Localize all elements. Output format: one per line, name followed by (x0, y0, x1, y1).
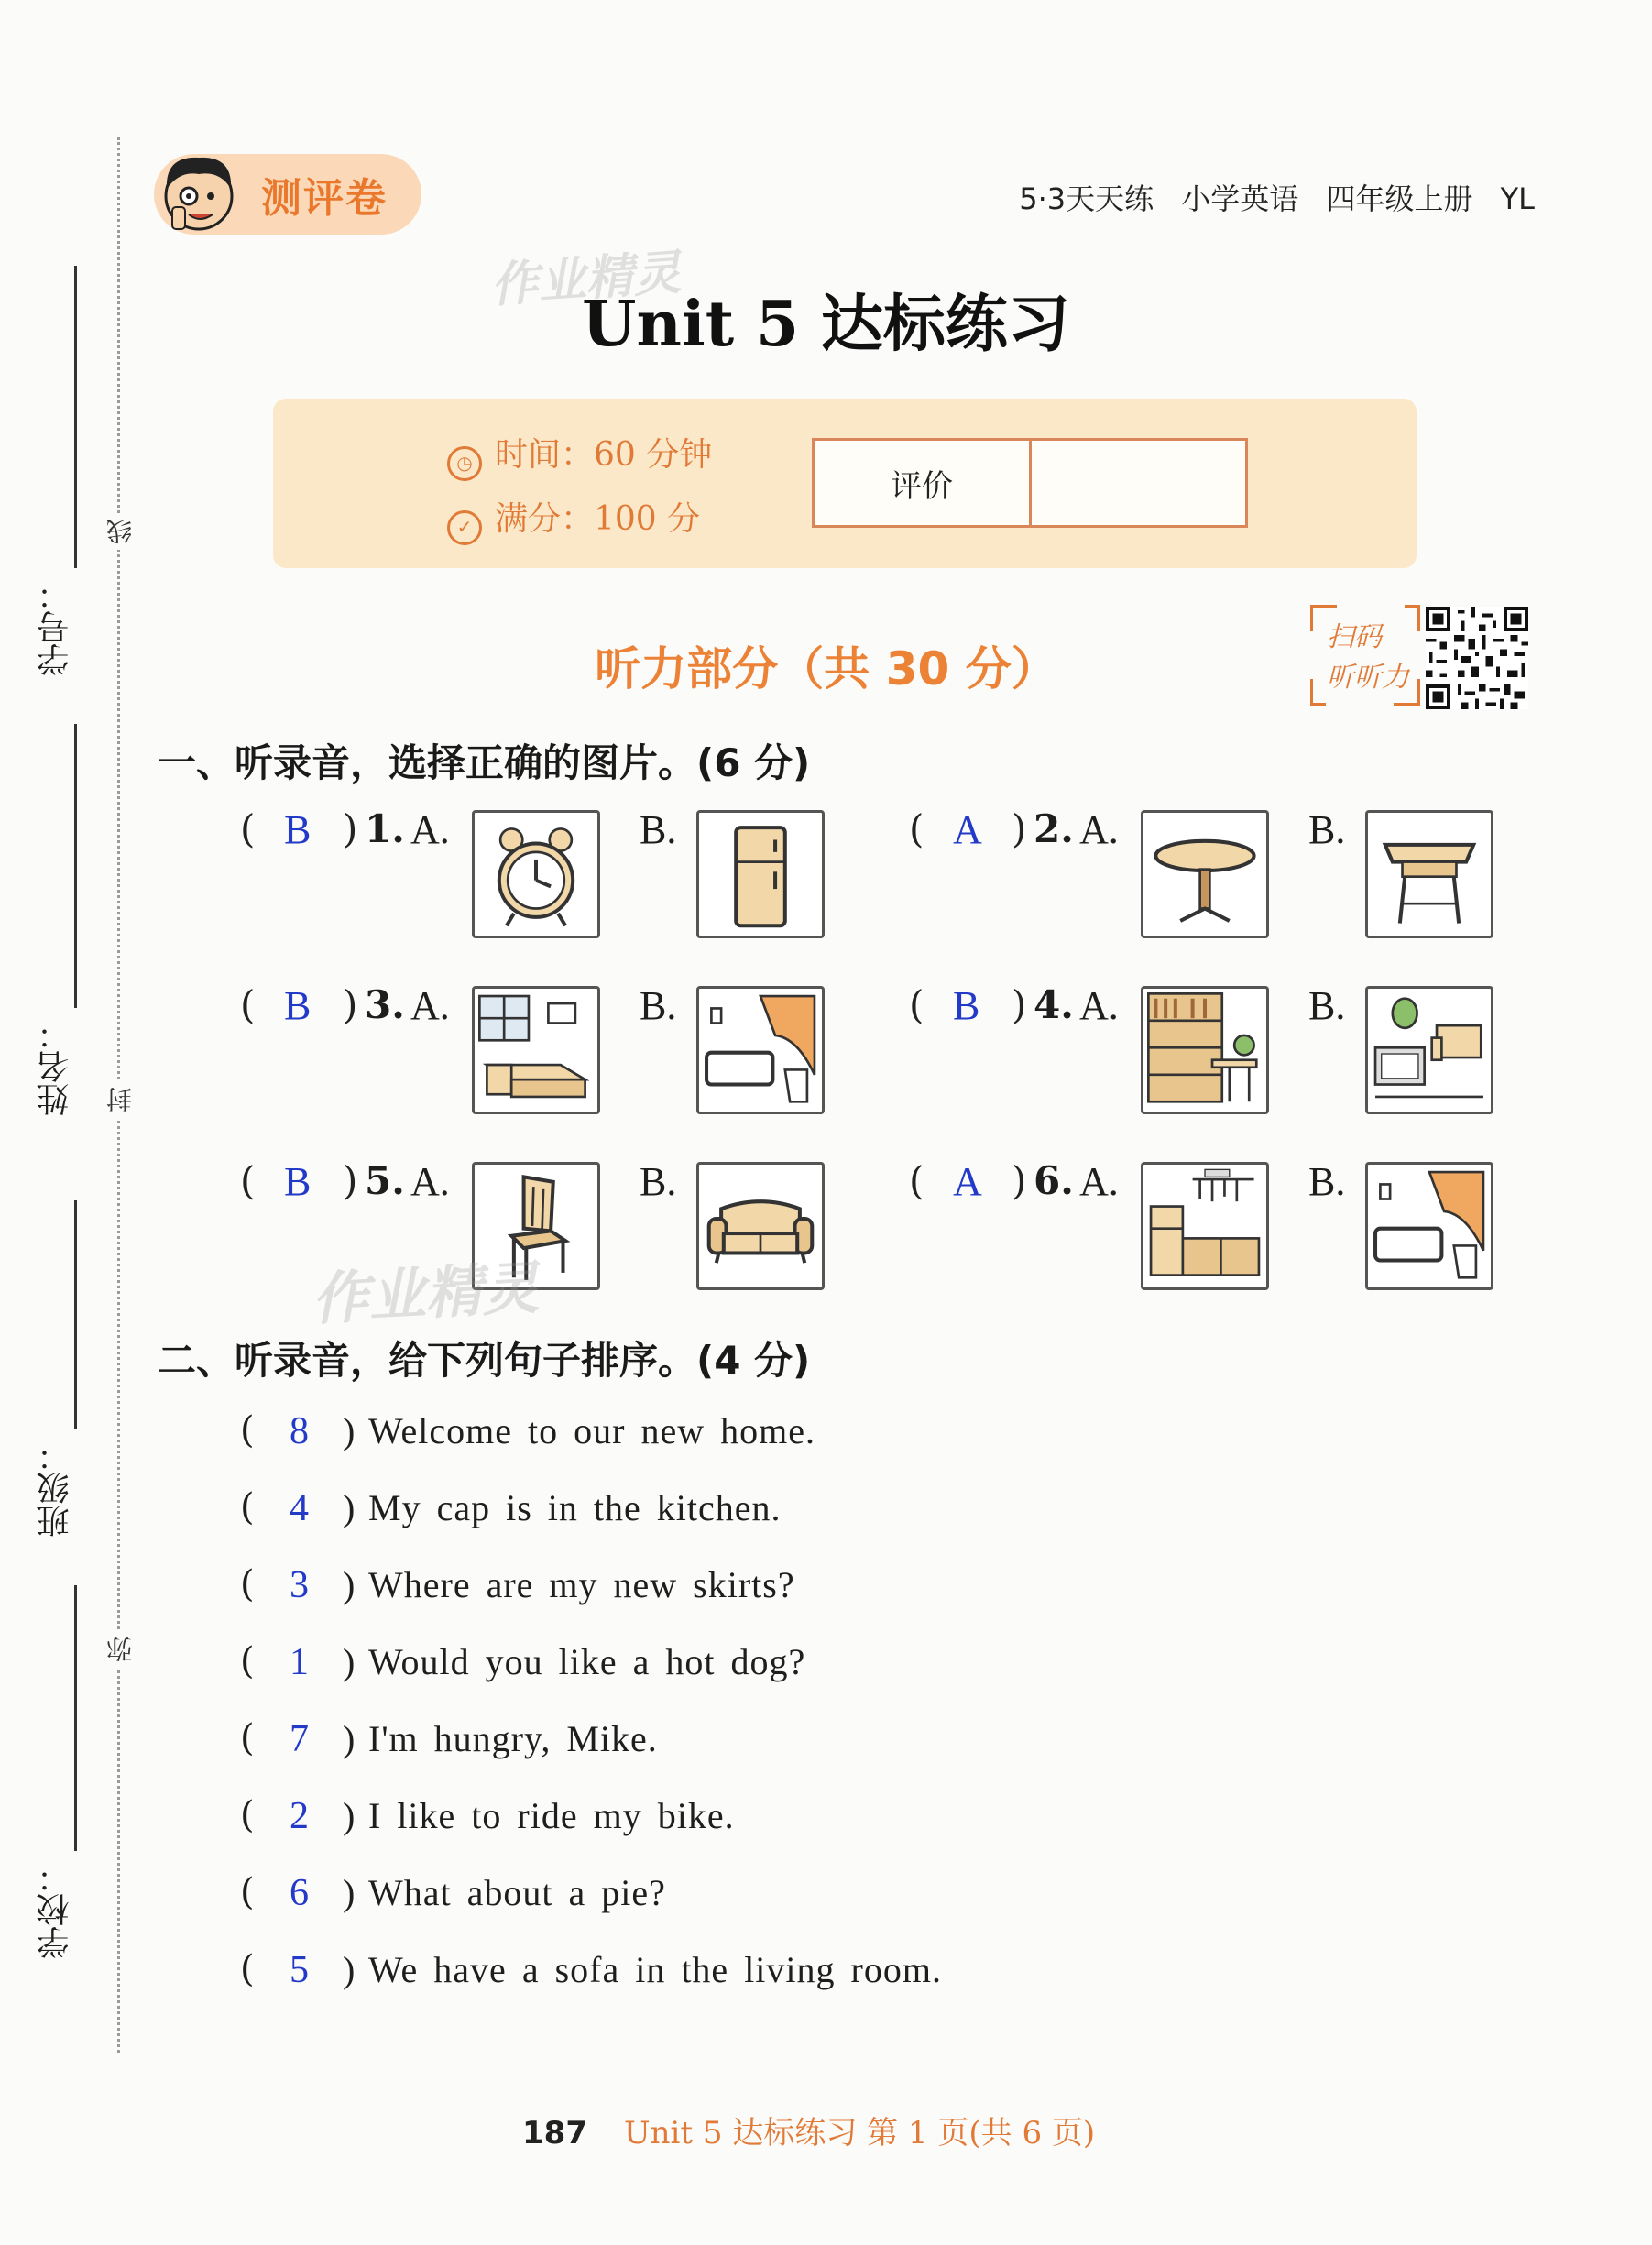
paren-right: ) (343, 1641, 356, 1682)
watermark: 作业精灵 (488, 245, 684, 314)
sentence-text: What about a pie? (368, 1872, 666, 1913)
page-title: Unit 5 达标练习 (582, 288, 1070, 361)
question-number: 5. (365, 1158, 405, 1203)
badge-label: 测评卷 (261, 175, 388, 222)
bathroom-icon (699, 989, 822, 1112)
answer-5[interactable]: B (284, 1159, 312, 1204)
cut-label-line: 线 (103, 513, 139, 550)
bracket-bl (1310, 679, 1326, 706)
fridge-icon (699, 813, 822, 936)
answer-1[interactable]: B (284, 807, 312, 852)
option-b-label: B. (1308, 983, 1346, 1028)
option-b-label: B. (640, 983, 677, 1028)
paren-right: ) (343, 1872, 356, 1913)
sentence-order-answer[interactable]: 3 (290, 1564, 310, 1606)
paren-right: ) (343, 1795, 356, 1836)
kitchen-icon (1143, 1165, 1266, 1287)
paren-left: ( (909, 982, 924, 1027)
bathroom-picture[interactable] (696, 986, 825, 1114)
scan-line-1: 扫码 (1327, 621, 1382, 653)
sentence-text: Welcome to our new home. (368, 1410, 815, 1451)
time-limit (447, 429, 712, 481)
option-b-label: B. (640, 1159, 677, 1204)
sentence-text: We have a sofa in the living room. (368, 1949, 942, 1990)
tv-sofa-icon (1368, 989, 1491, 1112)
sentence-text: My cap is in the kitchen. (368, 1487, 782, 1528)
paren-right: ) (343, 1487, 356, 1528)
option-b-label: B. (1308, 807, 1346, 852)
question-number: 6. (1034, 1158, 1074, 1203)
option-a-label: A. (1079, 807, 1119, 852)
paren-right: ) (343, 1410, 356, 1451)
sentence-order-answer[interactable]: 8 (290, 1410, 310, 1452)
paren-right: ) (343, 1564, 356, 1605)
sentence-text: Would you like a hot dog? (368, 1641, 806, 1682)
name-label: 姓名： (37, 1017, 74, 1116)
paren-left: ( (240, 1871, 256, 1913)
name-field[interactable] (32, 715, 96, 1145)
sentence-order-answer[interactable]: 4 (290, 1487, 310, 1529)
paren-left: ( (240, 1486, 256, 1528)
paren-left: ( (240, 982, 256, 1027)
time-limit-text: 时间：60 分钟 (495, 436, 713, 474)
footer-text: Unit 5 达标练习 第 1 页(共 6 页) (623, 2115, 1096, 2152)
desk-icon (1368, 813, 1491, 936)
qr-code-icon[interactable] (1426, 607, 1528, 709)
paren-left: ( (909, 1158, 924, 1203)
paren-left: ( (240, 1409, 256, 1451)
option-a-label: A. (410, 807, 450, 852)
option-a-label: A. (410, 983, 450, 1028)
paren-left: ( (240, 1158, 256, 1203)
option-a-label: A. (1079, 1159, 1119, 1204)
bathroom-icon (1368, 1165, 1491, 1287)
scan-to-listen[interactable] (1310, 605, 1420, 706)
bedroom-picture[interactable] (472, 986, 600, 1114)
cut-label-mi: 弥 (103, 1631, 139, 1668)
sofa-picture[interactable] (696, 1162, 825, 1290)
paren-right: ) (343, 1949, 356, 1990)
paren-left: ( (240, 1948, 256, 1990)
evaluation-label: 评价 (815, 441, 1032, 525)
sentence-order-answer[interactable]: 6 (290, 1872, 310, 1914)
round-table-picture[interactable] (1141, 810, 1269, 938)
paren-right: ) (1012, 806, 1027, 851)
question-number: 4. (1034, 982, 1074, 1027)
paren-left: ( (240, 1794, 256, 1836)
sentence-order-answer[interactable]: 1 (290, 1641, 310, 1683)
paren-left: ( (240, 1640, 256, 1682)
class-field[interactable] (32, 1191, 96, 1558)
page-footer (522, 2108, 1095, 2152)
question-number: 2. (1034, 806, 1074, 851)
series-header: 5·3天天练 小学英语 四年级上册 YL (1019, 181, 1535, 216)
school-field[interactable] (32, 1576, 96, 1979)
bedroom-icon (475, 989, 597, 1112)
sofa-icon (699, 1165, 822, 1287)
alarm-clock-picture[interactable] (472, 810, 600, 938)
name-line[interactable] (74, 724, 77, 1008)
table-icon (1143, 813, 1266, 936)
sentence-text: I'm hungry, Mike. (368, 1718, 658, 1759)
watermark-2: 作业精灵 (310, 1254, 542, 1333)
paren-left: ( (909, 806, 924, 851)
sentence-order-answer[interactable]: 5 (290, 1949, 310, 1991)
option-a-label: A. (410, 1159, 450, 1204)
full-score (447, 493, 700, 545)
option-b-label: B. (640, 807, 677, 852)
question-number: 3. (365, 982, 405, 1027)
paren-left: ( (240, 806, 256, 851)
bookshelf-icon (1143, 989, 1266, 1112)
paren-left: ( (240, 1717, 256, 1759)
sentence-text: Where are my new skirts? (368, 1564, 795, 1605)
page-number: 187 (522, 2115, 587, 2152)
scan-line-2: 听听力 (1327, 662, 1409, 694)
evaluation-box (812, 438, 1248, 528)
sentence-order-answer[interactable]: 7 (290, 1718, 310, 1760)
answer-2[interactable]: A (953, 807, 982, 852)
class-label: 班级： (37, 1439, 74, 1538)
answer-6[interactable]: A (953, 1159, 982, 1204)
paren-right: ) (343, 982, 358, 1027)
answer-4[interactable]: B (953, 983, 980, 1028)
cut-label-seal: 封 (103, 1081, 139, 1118)
class-line[interactable] (74, 1200, 77, 1429)
check-icon: ✓ (447, 510, 482, 545)
study-picture[interactable] (1141, 986, 1269, 1114)
full-score-text: 满分：100 分 (495, 500, 701, 538)
paren-right: ) (1012, 982, 1027, 1027)
desk-picture[interactable] (1365, 810, 1493, 938)
school-line[interactable] (74, 1585, 77, 1851)
student-id-label: 学号： (37, 577, 74, 676)
living-room-picture[interactable] (1365, 986, 1493, 1114)
option-b-label: B. (1308, 1159, 1346, 1204)
clock-icon: ◷ (447, 446, 482, 481)
school-label: 学校： (37, 1860, 74, 1959)
paren-right: ) (1012, 1158, 1027, 1203)
boy-mascot-icon (156, 147, 242, 238)
sentence-order-answer[interactable]: 2 (290, 1795, 310, 1837)
option-a-label: A. (1079, 983, 1119, 1028)
listening-section-heading: 听力部分（共 30 分） (595, 642, 1057, 695)
fridge-picture[interactable] (696, 810, 825, 938)
paren-left: ( (240, 1563, 256, 1605)
scan-text (1327, 618, 1409, 698)
paren-right: ) (343, 1718, 356, 1759)
part1-title: 一、听录音，选择正确的图片。(6 分) (158, 740, 811, 785)
paren-right: ) (343, 1158, 358, 1203)
bathroom-picture-2[interactable] (1365, 1162, 1493, 1290)
alarm-clock-icon (475, 813, 597, 936)
part2-title: 二、听录音，给下列句子排序。(4 分) (158, 1338, 811, 1383)
kitchen-picture[interactable] (1141, 1162, 1269, 1290)
answer-3[interactable]: B (284, 983, 312, 1028)
evaluation-value[interactable] (1032, 441, 1245, 525)
question-number: 1. (365, 806, 405, 851)
paren-right: ) (343, 806, 358, 851)
sentence-text: I like to ride my bike. (368, 1795, 735, 1836)
